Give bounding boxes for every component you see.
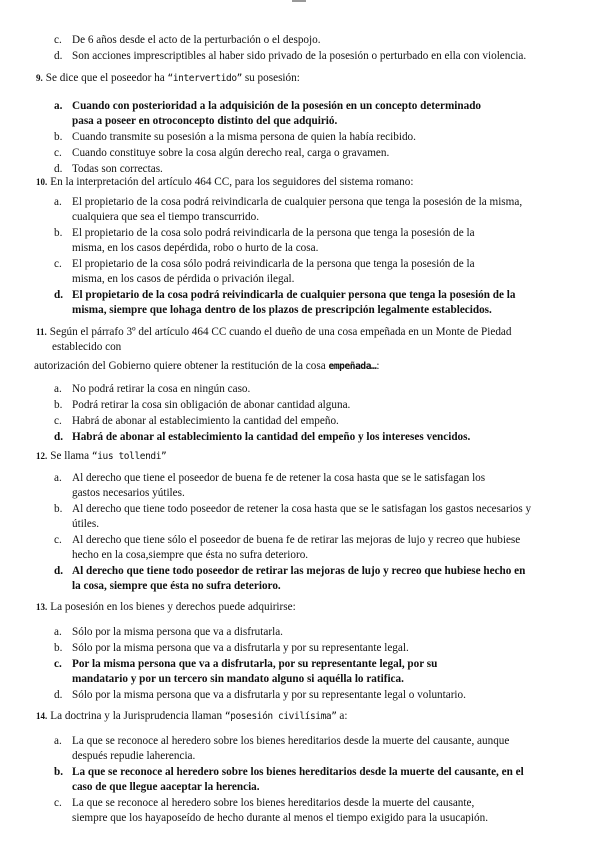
- option-b: b. Cuando transmite su posesión a la misma persona de quien la había recibido.: [54, 131, 416, 143]
- option-c: c. Al derecho que tiene sólo el poseedor de buena fe de retirar las mejoras de lujo y recreo que hubiese hecho en la cosa,siempre que ésta no sufra deterioro.: [54, 534, 521, 561]
- options-list: [36, 99, 570, 177]
- option-a: a. No podrá retirar la cosa en ningún caso.: [54, 383, 251, 395]
- option-a: a. Al derecho que tiene el poseedor de buena fe de retener la cosa hasta que se le satisfagan los gastos necesarios yútiles.: [54, 472, 486, 499]
- option-c-correct: c. Por la misma persona que va a disfrutarla, por su representante legal, por su mandatario y por un tercero sin mandato alguno si aquélla lo ratifica.: [54, 658, 438, 685]
- option-a: a. La que se reconoce al heredero sobre los bienes hereditarios desde la muerte del causante, aunque después repudie laherencia.: [54, 735, 510, 762]
- question-11: [36, 325, 570, 446]
- option-b: b. El propietario de la cosa solo podrá reivindicarla de la persona que tenga la posesión de la misma, en los casos depérdida, robo o hurto de la cosa.: [54, 227, 475, 254]
- options-list: [36, 471, 570, 594]
- options-list: [36, 33, 570, 64]
- question-10: [36, 175, 570, 319]
- option-d-correct: d. Al derecho que tiene todo poseedor de retirar las mejoras de lujo y recreo que hubiese hecho en la cosa, siempre que ésta no sufra deterioro.: [54, 565, 526, 592]
- option-text: De 6 años desde el acto de la perturbación o el despojo.: [72, 34, 321, 46]
- option-a: a. Sólo por la misma persona que va a disfrutarla.: [54, 626, 283, 638]
- option-c: c. Habrá de abonar al establecimiento la cantidad del empeño.: [54, 415, 339, 427]
- option-b: b. Al derecho que tiene todo poseedor de retener la cosa hasta que se le satisfagan los gastos necesarios y útiles.: [54, 503, 532, 530]
- option-c: c. Cuando constituye sobre la cosa algún derecho real, carga o gravamen.: [54, 147, 390, 159]
- question-text: 12. Se llama “ius tollendi”: [36, 450, 167, 462]
- question-text: 11. Según el párrafo 3º del artículo 464 CC cuando el dueño de una cosa empeñada en un Monte de Piedad establecido con: [36, 326, 512, 353]
- question-text-cont: autorización del Gobierno quiere obtener la restitución de la cosa empeñada…:: [34, 360, 380, 372]
- options-list: [36, 195, 570, 318]
- question-text: 14. La doctrina y la Jurisprudencia llaman “posesión civilísima” a:: [36, 710, 348, 722]
- option-text: Son acciones imprescriptibles al haber sido privado de la posesión o perturbado en ella con violencia.: [72, 50, 527, 62]
- option-d: d. Sólo por la misma persona que va a disfrutarla y por su representante legal o voluntario.: [54, 689, 466, 701]
- option-d: d. Son acciones imprescriptibles al haber sido privado de la posesión o perturbado en ella con violencia.: [54, 50, 527, 62]
- page-header-mark: [292, 0, 306, 2]
- option-d: d. Todas son correctas.: [54, 163, 163, 175]
- option-c: c. La que se reconoce al heredero sobre los bienes hereditarios desde la muerte del causante, siempre que los hayaposeído de hecho durante al menos el tiempo exigido para la usucapión.: [54, 797, 488, 824]
- option-b: b. Podrá retirar la cosa sin obligación de abonar cantidad alguna.: [54, 399, 351, 411]
- options-list: [36, 382, 570, 445]
- option-a: a. El propietario de la cosa podrá reivindicarla de cualquier persona que tenga la posesión de la misma, cualquiera que sea el tiempo transcurrido.: [54, 196, 523, 223]
- question-12: [36, 449, 570, 595]
- question-9: [36, 71, 570, 178]
- options-list: [36, 734, 570, 826]
- options-list: [36, 625, 570, 703]
- option-d-correct: d. Habrá de abonar al establecimiento la cantidad del empeño y los intereses vencidos.: [54, 431, 471, 443]
- question-14: [36, 709, 570, 827]
- option-c: c. De 6 años desde el acto de la perturbación o el despojo.: [54, 34, 321, 46]
- question-text: 9. Se dice que el poseedor ha “intervertido” su posesión:: [36, 72, 300, 84]
- option-c: c. El propietario de la cosa sólo podrá reivindicarla de la persona que tenga la posesión de la misma, en los casos de pérdida o privación ilegal.: [54, 258, 475, 285]
- question-8-continuation: [36, 33, 570, 65]
- question-13: [36, 600, 570, 704]
- option-b: b. Sólo por la misma persona que va a disfrutarla y por su representante legal.: [54, 642, 409, 654]
- option-a-correct: a. Cuando con posterioridad a la adquisición de la posesión en un concepto determinado pasa a poseer en otroconcepto distinto del que adquirió.: [54, 100, 482, 127]
- option-d-correct: d. El propietario de la cosa podrá reivindicarla de cualquier persona que tenga la posesión de la misma, siempre que lohaga dentro de los plazos de prescripción legalmente establecidos.: [54, 289, 516, 316]
- question-text: 13. La posesión en los bienes y derechos puede adquirirse:: [36, 601, 296, 613]
- option-b-correct: b. La que se reconoce al heredero sobre los bienes hereditarios desde la muerte del causante, en el caso de que llegue aaceptar la herencia.: [54, 766, 524, 793]
- question-text: 10. En la interpretación del artículo 464 CC, para los seguidores del sistema romano:: [36, 176, 414, 188]
